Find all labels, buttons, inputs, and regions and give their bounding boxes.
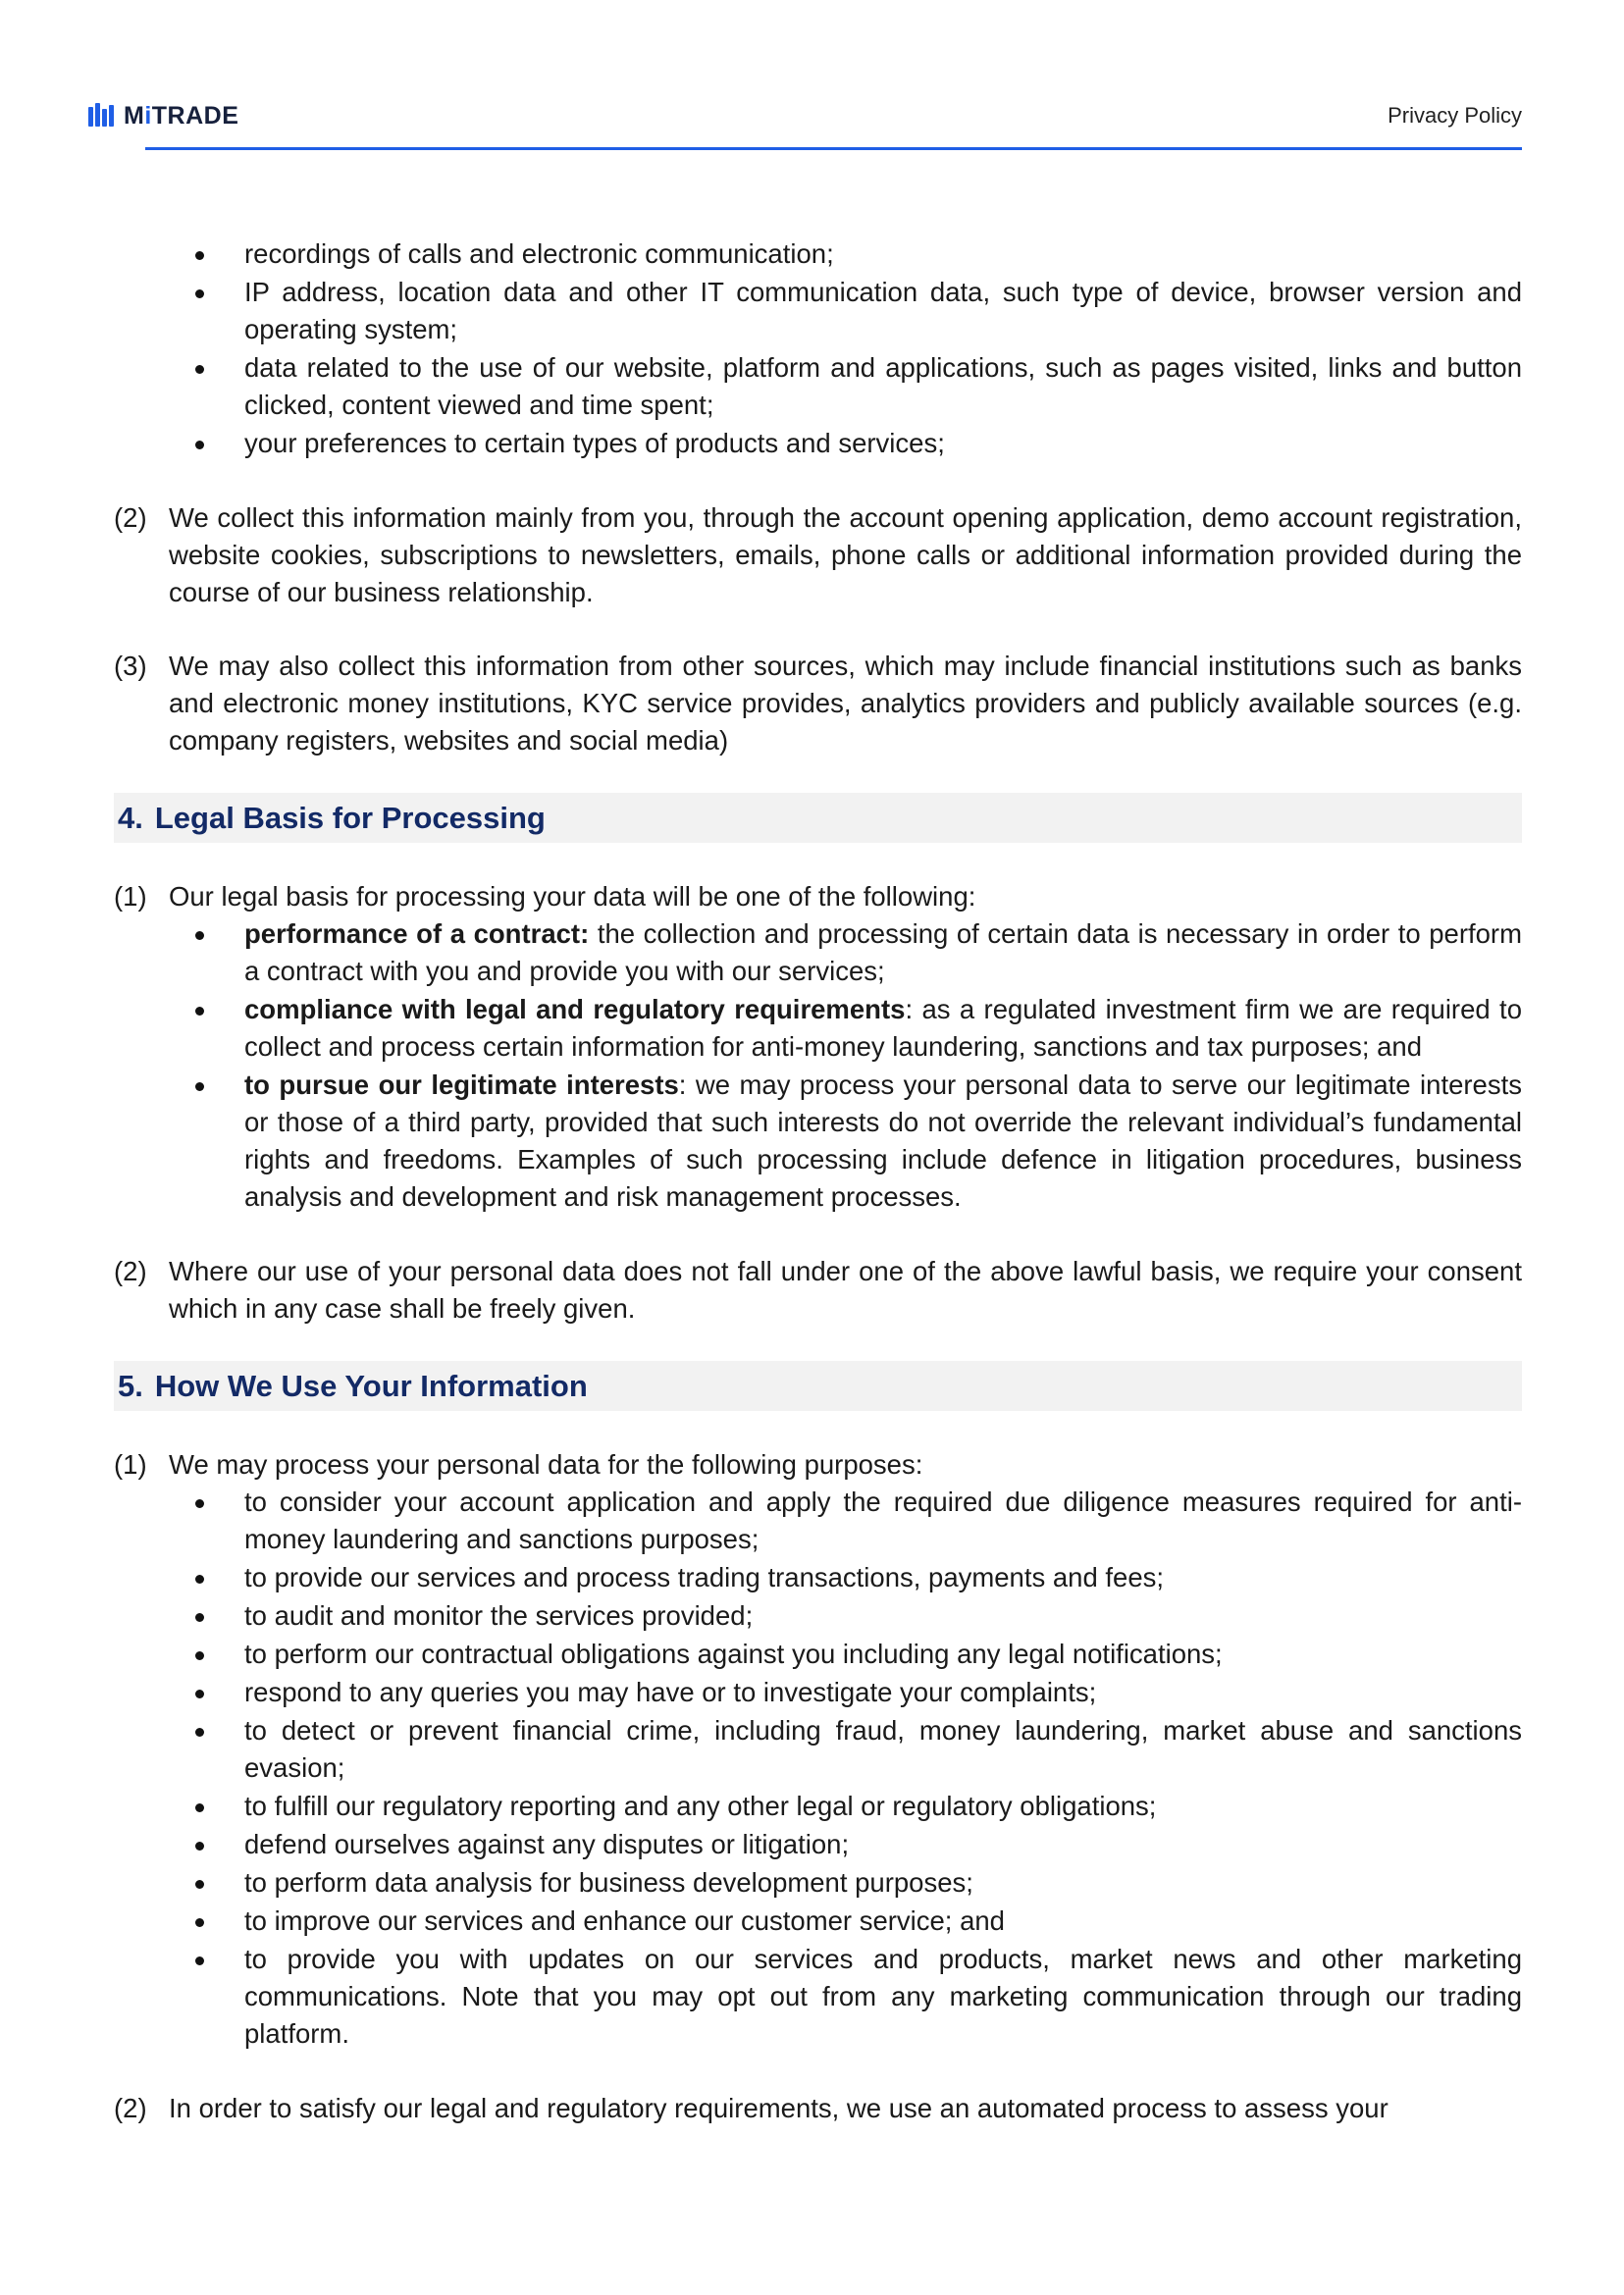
list-item: data related to the use of our website, platform and applications, such as pages visited, links and button clicked, content viewed and time spent; (114, 349, 1522, 424)
paragraph-5-1 (114, 1446, 1522, 2053)
document-body (114, 235, 1522, 2127)
list-item: to audit and monitor the services provided; (169, 1597, 1522, 1635)
list-item: to consider your account application and apply the required due diligence measures required for anti-money laundering and sanctions purposes; (169, 1484, 1522, 1558)
bullet-icon (195, 1082, 204, 1091)
paragraph-number: (1) (114, 881, 147, 912)
paragraph-3-3 (114, 648, 1522, 759)
bullet-icon (195, 1575, 204, 1584)
paragraph-text: We may process your personal data for the following purposes: (169, 1449, 923, 1480)
paragraph-text: We collect this information mainly from you, through the account opening application, demo account registration, website cookies, subscriptions to newsletters, emails, phone calls or additional information provided during the course of our business relationship. (169, 502, 1522, 607)
purposes-list (169, 1484, 1522, 2053)
bullet-icon (195, 251, 204, 260)
section-number: 4. (118, 800, 143, 835)
section-heading-5 (114, 1361, 1522, 1411)
section-number: 5. (118, 1368, 143, 1403)
bullet-icon (195, 289, 204, 298)
list-item: performance of a contract: the collection and processing of certain data is necessary in order to perform a contract with you and provide you with our services; (169, 915, 1522, 990)
brand-name: MiTRADE (124, 101, 239, 130)
bullet-icon (195, 1918, 204, 1927)
bullet-icon (195, 1956, 204, 1965)
paragraph-number: (3) (114, 651, 147, 681)
bullet-icon (195, 1880, 204, 1889)
section-heading-4 (114, 793, 1522, 843)
list-item: to provide you with updates on our services and products, market news and other marketing communications. Note that you may opt out from any marketing communication through our trading platform. (169, 1941, 1522, 2053)
section-title: How We Use Your Information (154, 1368, 588, 1403)
mitrade-logo-icon (86, 101, 116, 130)
paragraph-4-1 (114, 878, 1522, 1216)
list-item: your preferences to certain types of products and services; (114, 425, 1522, 462)
header-divider (145, 147, 1522, 150)
list-item: to perform data analysis for business development purposes; (169, 1864, 1522, 1902)
bullet-icon (195, 1803, 204, 1812)
paragraph-text: Where our use of your personal data does not fall under one of the above lawful basis, we require your consent which in any case shall be freely given. (169, 1256, 1522, 1324)
bullet-icon (195, 441, 204, 449)
bullet-icon (195, 1842, 204, 1851)
list-item: compliance with legal and regulatory requirements: as a regulated investment firm we are required to collect and process certain information for anti-money laundering, sanctions and tax purposes; and (169, 991, 1522, 1066)
bullet-icon (195, 1613, 204, 1622)
bullet-icon (195, 1728, 204, 1737)
bullet-icon (195, 1690, 204, 1698)
paragraph-text: Our legal basis for processing your data will be one of the following: (169, 881, 976, 912)
paragraph-text: We may also collect this information from other sources, which may include financial institutions such as banks and electronic money institutions, KYC service provides, analytics providers and publicly available sources (e.g. company registers, websites and social media) (169, 651, 1522, 756)
brand-logo (86, 99, 238, 132)
page-header (0, 0, 1624, 157)
list-item: to perform our contractual obligations against you including any legal notifications; (169, 1636, 1522, 1673)
section-title: Legal Basis for Processing (154, 800, 546, 835)
paragraph-text: In order to satisfy our legal and regulatory requirements, we use an automated process to assess your (169, 2093, 1388, 2123)
bullet-icon (195, 365, 204, 374)
list-item: defend ourselves against any disputes or litigation; (169, 1826, 1522, 1863)
bullet-icon (195, 1007, 204, 1016)
paragraph-number: (2) (114, 2093, 147, 2123)
list-item: IP address, location data and other IT communication data, such type of device, browser version and operating system; (114, 274, 1522, 348)
list-item: to provide our services and process trading transactions, payments and fees; (169, 1559, 1522, 1596)
list-item: to fulfill our regulatory reporting and any other legal or regulatory obligations; (169, 1788, 1522, 1825)
list-item: recordings of calls and electronic communication; (114, 235, 1522, 273)
bullet-icon (195, 1651, 204, 1660)
document-title: Privacy Policy (1388, 103, 1522, 128)
paragraph-number: (2) (114, 1256, 147, 1286)
paragraph-3-2 (114, 499, 1522, 611)
paragraph-5-2 (114, 2090, 1522, 2127)
data-collected-list (114, 235, 1522, 462)
list-item: respond to any queries you may have or to investigate your complaints; (169, 1674, 1522, 1711)
legal-basis-list (169, 915, 1522, 1216)
list-item: to detect or prevent financial crime, including fraud, money laundering, market abuse and sanctions evasion; (169, 1712, 1522, 1787)
list-item: to improve our services and enhance our customer service; and (169, 1903, 1522, 1940)
list-item: to pursue our legitimate interests: we may process your personal data to serve our legitimate interests or those of a third party, provided that such interests do not override the relevant individual’s fundamental rights and freedoms. Examples of such processing include defence in litigation procedures, business analysis and development and risk management processes. (169, 1067, 1522, 1216)
paragraph-number: (1) (114, 1449, 147, 1480)
paragraph-number: (2) (114, 502, 147, 533)
paragraph-4-2 (114, 1253, 1522, 1328)
bullet-icon (195, 931, 204, 940)
bullet-icon (195, 1499, 204, 1508)
